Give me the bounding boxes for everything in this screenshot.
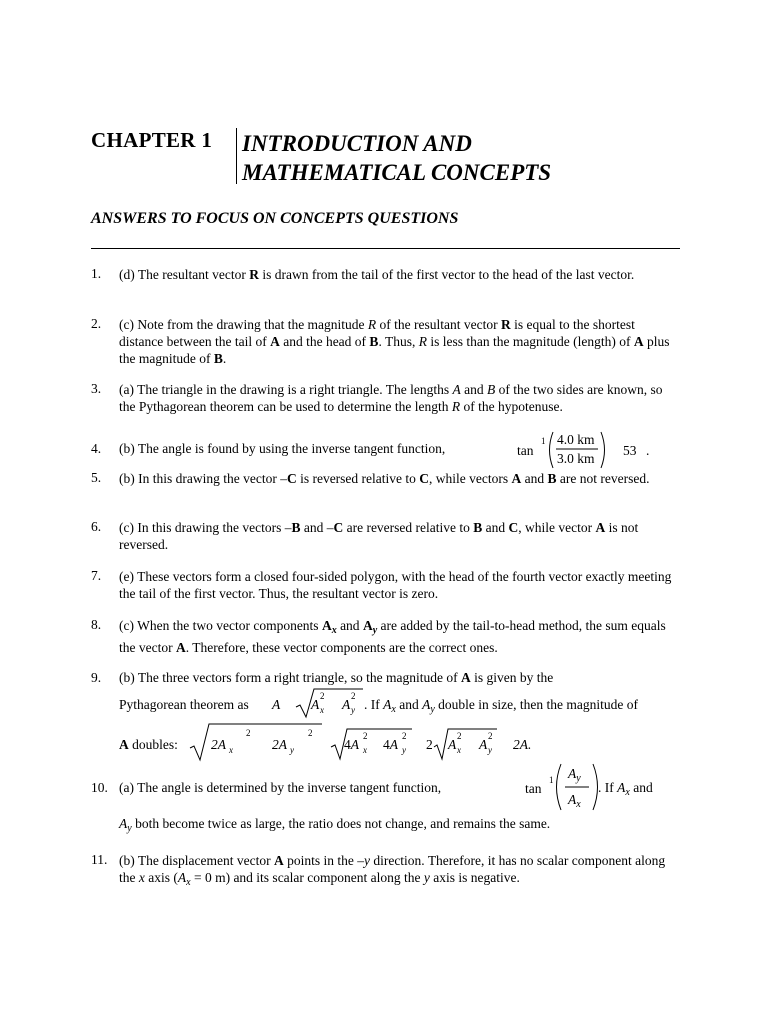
chapter-divider [236, 128, 237, 184]
chapter-label: CHAPTER 1 [91, 128, 213, 152]
subscript: y [290, 745, 294, 755]
horizontal-rule [91, 248, 680, 249]
exponent: 2 [351, 691, 356, 701]
tan-function: tan [517, 443, 534, 458]
answer-text: (a) The triangle in the drawing is a right triangle. The lengths A and B of the two sides are known, so the Pythagorean theorem can be used to determine the length R of the hypotenuse. [119, 382, 663, 414]
answer-text: (e) These vectors form a closed four-sided polygon, with the head of the fourth vector exactly meeting the tail of the first vector. Thus, the resultant vector is zero. [119, 569, 672, 601]
chapter-title-line-1: INTRODUCTION AND [242, 131, 472, 156]
fraction-numerator: 4.0 km [557, 432, 595, 447]
question-number: 1. [91, 266, 102, 281]
component-symbol: A [342, 697, 351, 712]
inverse-exponent: 1 [541, 436, 546, 446]
answer-text: . If $A_x$ and [598, 780, 653, 798]
question-number: 6. [91, 519, 102, 534]
question-number: 8. [91, 617, 102, 632]
square-root-sign [189, 722, 324, 762]
subscript: y [402, 745, 406, 755]
question-number: 2. [91, 316, 102, 331]
question-number: 4. [91, 441, 102, 456]
answer-text: (c) When the two vector components $A_x$ and $A_y$ are added by the tail-to-head method, the sum equals the vector A. Therefore, these vector components are the correct ones. [119, 618, 666, 655]
inverse-exponent: 1 [549, 775, 554, 785]
answer-text: (d) The resultant vector R is drawn from the tail of the first vector to the head of the last vector. [119, 267, 635, 282]
question-number: 11. [91, 852, 108, 867]
angle-result: 53 [623, 443, 637, 458]
exponent: 2 [320, 691, 325, 701]
fraction-denominator: 3.0 km [557, 451, 595, 466]
subscript: x [320, 705, 324, 715]
component-symbol: A [448, 737, 457, 752]
question-number: 10. [91, 780, 108, 795]
answer-text: (a) The angle is determined by the inverse tangent function, [119, 780, 442, 795]
question-number: 3. [91, 381, 102, 396]
answer-text: (b) The angle is found by using the inverse tangent function, [119, 441, 446, 456]
subscript: y [488, 745, 492, 755]
exponent: 2 [457, 731, 462, 741]
question-number: 5. [91, 470, 102, 485]
answer-text-line-1: (b) The three vectors form a right triangle, so the magnitude of A is given by the [119, 670, 554, 685]
fraction-denominator: $A_x$ [568, 792, 581, 810]
answer-text-line-3: A doubles: [119, 737, 178, 752]
magnitude-symbol: A [272, 697, 281, 712]
exponent: 2 [488, 731, 493, 741]
answer-text: (b) In this drawing the vector –C is reversed relative to C, while vectors A and B are not reversed. [119, 471, 650, 486]
math-term: 4A [383, 737, 398, 752]
question-number: 7. [91, 568, 102, 583]
fraction-numerator: $A_y$ [568, 766, 581, 784]
answer-text-line-2: Pythagorean theorem as [119, 697, 249, 712]
doubled-component: 2A [211, 737, 226, 752]
subscript: x [363, 745, 367, 755]
tan-function: tan [525, 781, 542, 796]
subscript: x [229, 745, 233, 755]
doubled-component: 2A [272, 737, 287, 752]
chapter-title-line-2: MATHEMATICAL CONCEPTS [242, 160, 552, 185]
final-result: 2A. [513, 737, 532, 752]
answer-text: (c) In this drawing the vectors –B and –C are reversed relative to B and C, while vector A is not reversed. [119, 520, 639, 552]
section-heading: ANSWERS TO FOCUS ON CONCEPTS QUESTIONS [91, 210, 459, 227]
exponent: 2 [308, 728, 313, 738]
exponent: 2 [246, 728, 251, 738]
answer-text: (b) The displacement vector A points in the –y direction. Therefore, it has no scalar component along the x axis ($A_x = 0$ m) and its scalar component along the y axis is negative. [119, 853, 666, 888]
answer-text-line-2: $A_y$ both become twice as large, the ratio does not change, and remains the same. [119, 816, 551, 834]
coefficient: 2 [426, 737, 433, 752]
exponent: 2 [363, 731, 368, 741]
chapter-title [242, 129, 551, 187]
subscript: x [457, 745, 461, 755]
exponent: 2 [402, 731, 407, 741]
question-number: 9. [91, 670, 102, 685]
component-symbol: A [479, 737, 488, 752]
answer-text: . If $A_x$ and $A_y$ double in size, then the magnitude of [364, 697, 638, 715]
component-symbol: A [311, 697, 320, 712]
math-term: 4A [344, 737, 359, 752]
subscript: y [351, 705, 355, 715]
sentence-end: . [646, 443, 650, 458]
answer-text: (c) Note from the drawing that the magnitude R of the resultant vector R is equal to the shortest distance between the tail of A and the head of B. Thus, R is less than the magnitude (length) of A plus the magnitude of B. [119, 317, 670, 366]
